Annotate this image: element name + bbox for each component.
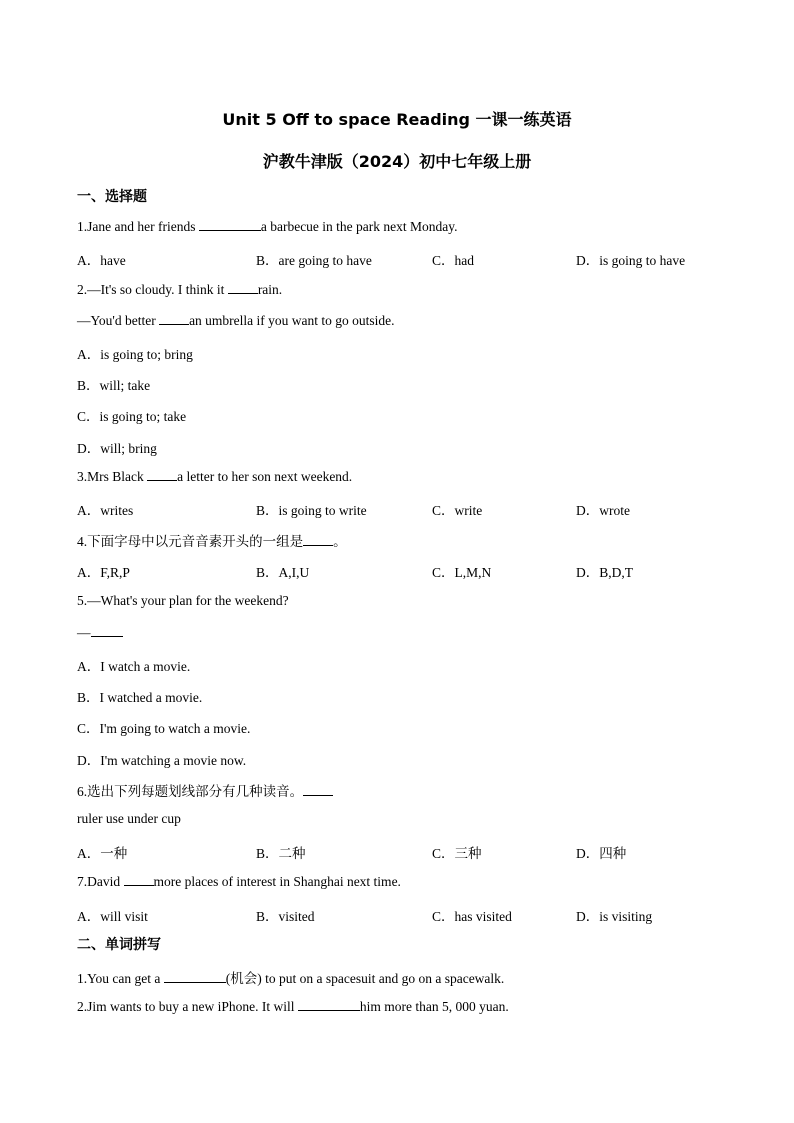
option-c: C．had: [432, 253, 474, 268]
page-subtitle: 沪教牛津版（2024）初中七年级上册: [262, 152, 532, 171]
option-a: A．writes: [77, 503, 134, 518]
question-6: 6.选出下列每题划线部分有几种读音。: [77, 780, 333, 800]
option-a: A．I watch a movie.: [77, 659, 191, 674]
options-row-4: [0, 561, 794, 579]
question-2-line-2: —You'd better an umbrella if you want to go outside.: [77, 313, 395, 328]
answer-blank: [228, 281, 258, 294]
spelling-question-2: 2.Jim wants to buy a new iPhone. It will him more than 5, 000 yuan.: [77, 999, 509, 1014]
options-row-7: [0, 905, 794, 923]
option-d: D．will; bring: [77, 441, 157, 456]
option-c: C．write: [432, 503, 483, 518]
option-c: C．I'm going to watch a movie.: [77, 721, 251, 736]
option-b: B．二种: [256, 846, 306, 861]
option-d: D．I'm watching a movie now.: [77, 753, 247, 768]
option-b: B．visited: [256, 909, 315, 924]
question-2: 2.—It's so cloudy. I think it rain.: [77, 282, 283, 297]
answer-blank: [124, 873, 154, 886]
answer-blank: [159, 312, 189, 325]
option-b: B．will; take: [77, 378, 151, 393]
answer-blank: [303, 533, 333, 546]
question-5: 5.—What's your plan for the weekend?: [77, 593, 289, 608]
page-title: Unit 5 Off to space Reading 一课一练英语: [222, 110, 572, 129]
section-heading-spelling: 二、单词拼写: [77, 937, 161, 953]
option-d: D．wrote: [576, 503, 630, 518]
options-row-3: [0, 499, 794, 517]
option-a: A．F,R,P: [77, 565, 130, 580]
options-row-6: [0, 842, 794, 860]
option-d: D．is going to have: [576, 253, 686, 268]
answer-blank: [147, 468, 177, 481]
answer-blank: [91, 624, 123, 637]
question-3: 3.Mrs Black a letter to her son next weekend.: [77, 469, 353, 484]
option-a: A．一种: [77, 846, 128, 861]
section-heading-choice: 一、选择题: [77, 189, 147, 205]
option-c: C．has visited: [432, 909, 512, 924]
answer-blank: [164, 970, 226, 983]
question-5-answer-line: —: [77, 624, 123, 641]
option-b: B．is going to write: [256, 503, 367, 518]
option-c: C．is going to; take: [77, 409, 187, 424]
question-7: 7.David more places of interest in Shanghai next time.: [77, 874, 401, 889]
option-d: D．四种: [576, 846, 627, 861]
option-d: D．B,D,T: [576, 565, 633, 580]
answer-blank: [298, 998, 360, 1011]
answer-blank: [303, 783, 333, 796]
option-a: A．have: [77, 253, 126, 268]
question-1: 1.Jane and her friends a barbecue in the park next Monday.: [77, 219, 458, 234]
answer-blank: [199, 218, 261, 231]
option-d: D．is visiting: [576, 909, 653, 924]
question-4: 4.下面字母中以元音音素开头的一组是 。: [77, 534, 347, 549]
option-a: A．is going to; bring: [77, 347, 193, 362]
question-6-words: ruler use under cup: [77, 811, 181, 826]
option-b: B．I watched a movie.: [77, 690, 203, 705]
option-c: C．L,M,N: [432, 565, 492, 580]
spelling-question-1: 1.You can get a (机会) to put on a spacesuit and go on a spacewalk.: [77, 971, 505, 986]
option-a: A．will visit: [77, 909, 148, 924]
option-b: B．are going to have: [256, 253, 372, 268]
option-c: C．三种: [432, 846, 482, 861]
options-row-1: [0, 249, 794, 267]
option-b: B．A,I,U: [256, 565, 310, 580]
